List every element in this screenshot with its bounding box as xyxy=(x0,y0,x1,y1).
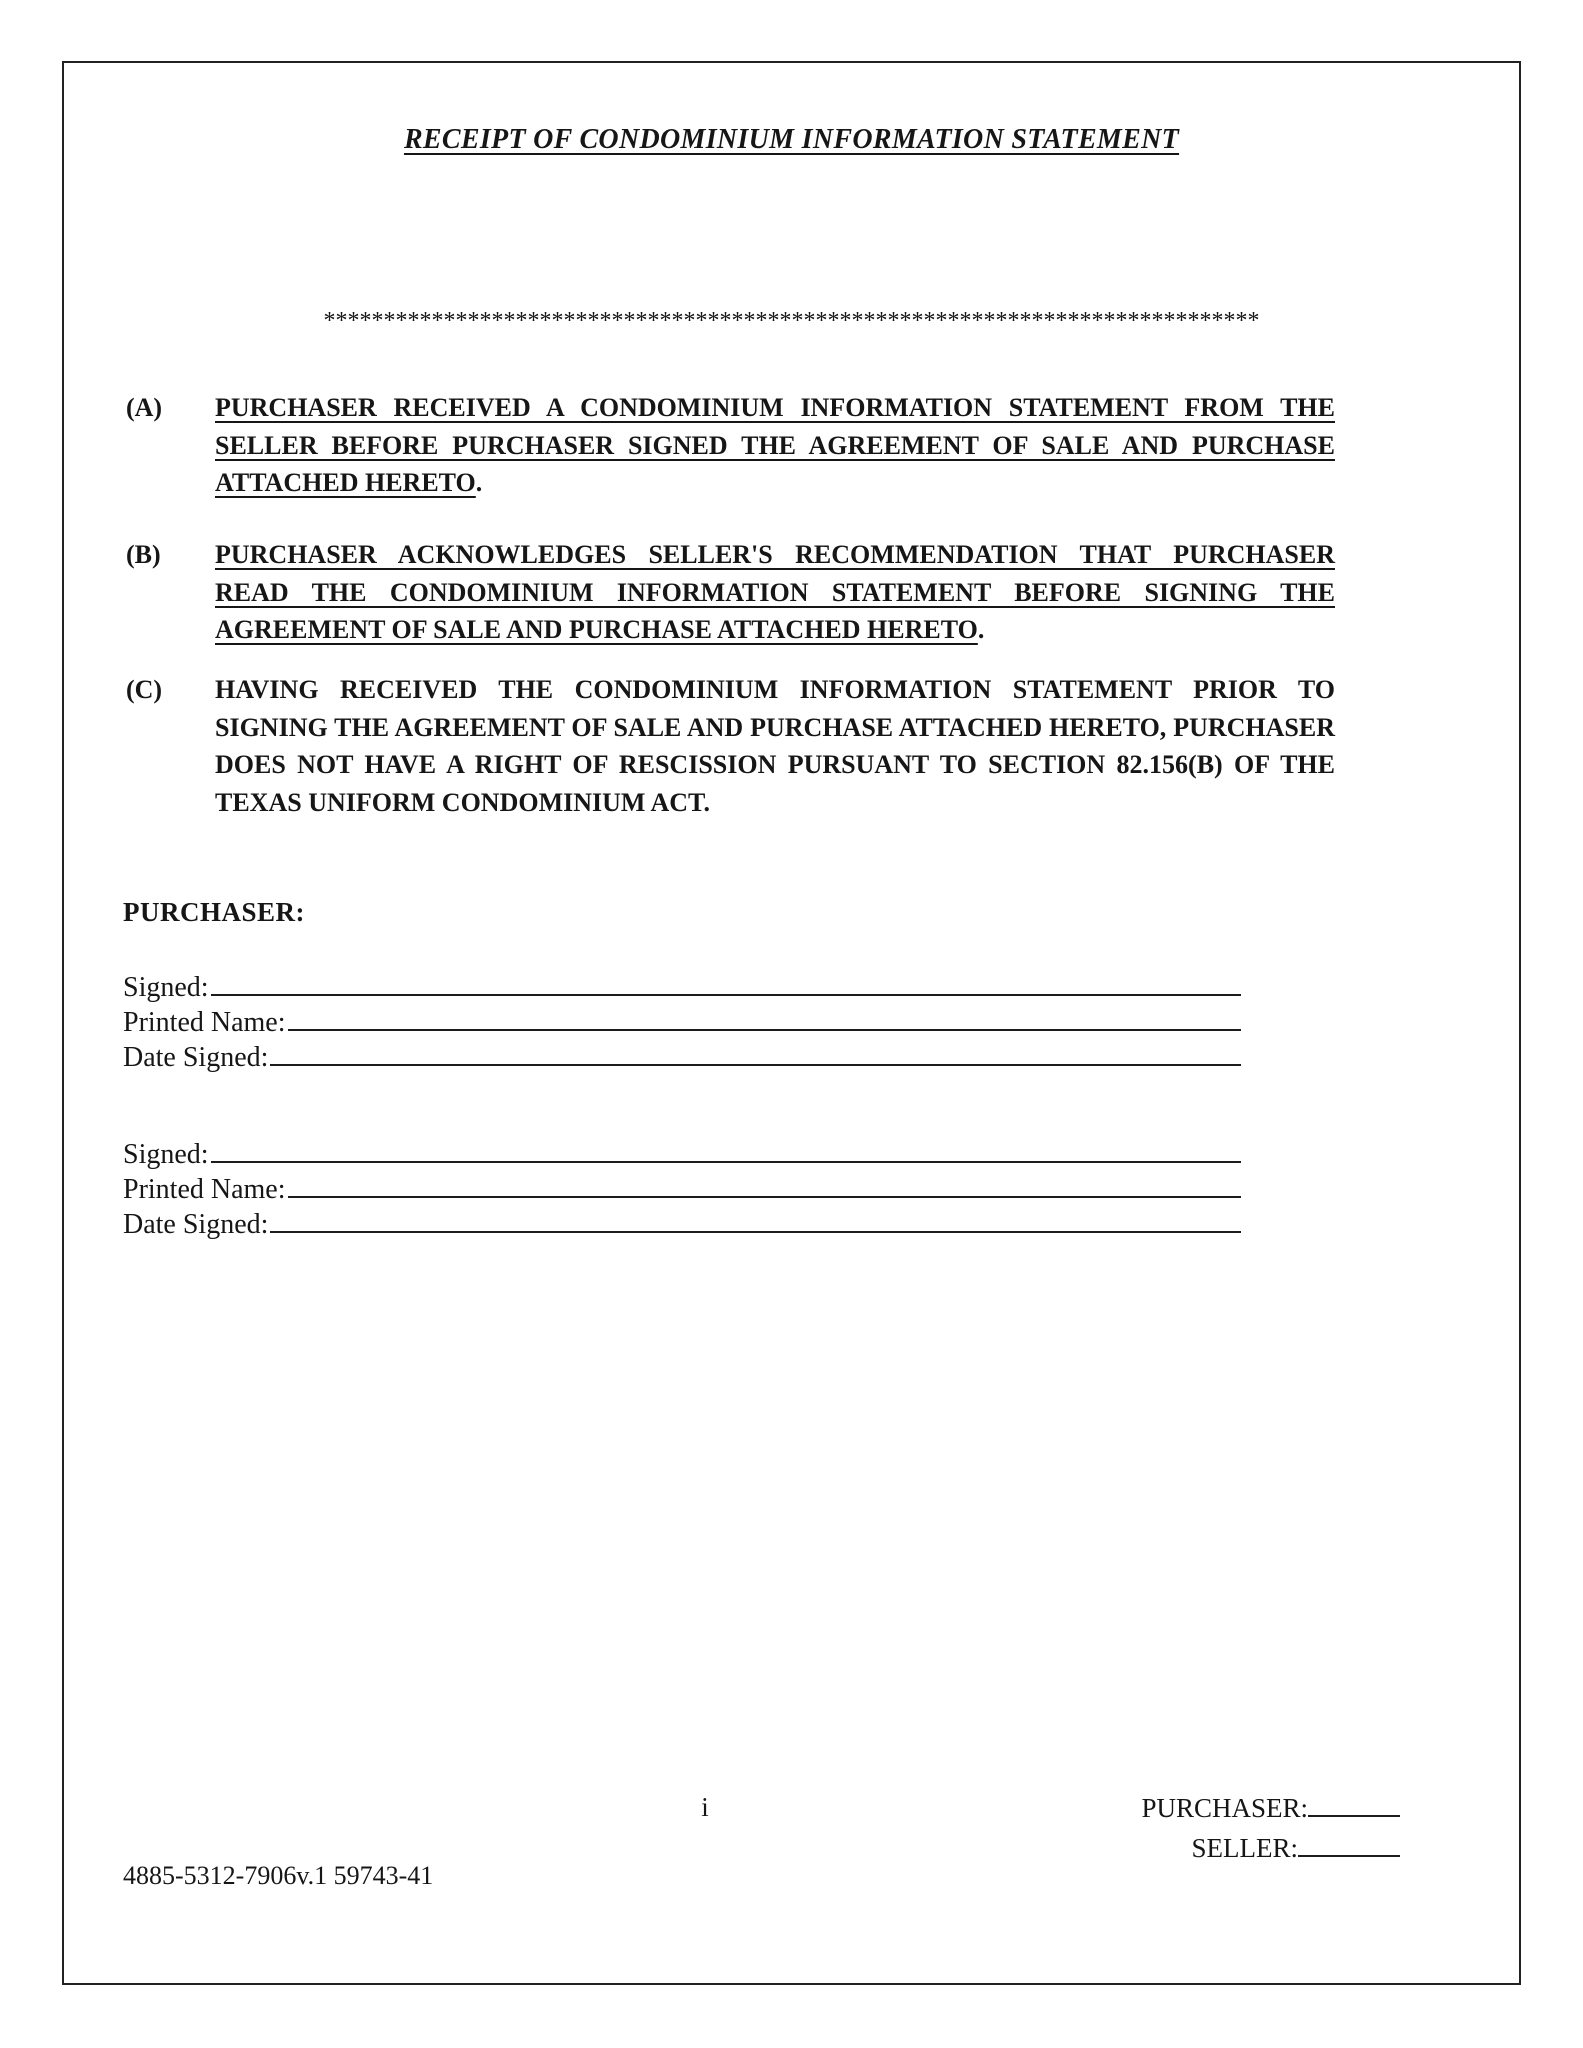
clause-b xyxy=(126,536,1335,649)
page-number: i xyxy=(701,1792,709,1822)
date-signed-row xyxy=(123,1203,1241,1238)
printed-name-line[interactable] xyxy=(288,1168,1241,1198)
clause-c-label: (C) xyxy=(126,675,163,704)
printed-name-label: Printed Name: xyxy=(123,1007,286,1038)
date-signed-label: Date Signed: xyxy=(123,1209,269,1240)
footer-seller-label: SELLER: xyxy=(1191,1833,1298,1863)
footer-initials xyxy=(1141,1789,1400,1869)
page-title-text: RECEIPT OF CONDOMINIUM INFORMATION STATEMENT xyxy=(403,124,1180,155)
signature-line[interactable] xyxy=(211,966,1241,996)
asterisk-separator: ****************************************************************************** xyxy=(323,308,1260,334)
clause-c xyxy=(126,671,1335,821)
footer-purchaser-label: PURCHASER: xyxy=(1141,1793,1308,1823)
footer-purchaser-row xyxy=(1141,1789,1400,1829)
date-signed-line[interactable] xyxy=(270,1036,1241,1066)
date-signed-line[interactable] xyxy=(270,1203,1241,1233)
signed-label: Signed: xyxy=(123,972,209,1003)
signed-row xyxy=(123,1133,1241,1168)
signature-block-2 xyxy=(123,1133,1241,1238)
clause-b-label: (B) xyxy=(126,540,161,569)
clause-a-text: PURCHASER RECEIVED A CONDOMINIUM INFORMATION STATEMENT FROM THE SELLER BEFORE PURCHASER SIGNED THE AGREEMENT OF SALE AND PURCHASE ATTACHED HERETO. xyxy=(215,393,1335,497)
signed-row xyxy=(123,966,1241,1001)
printed-name-row xyxy=(123,1001,1241,1036)
printed-name-row xyxy=(123,1168,1241,1203)
page-title xyxy=(0,124,1583,156)
date-signed-row xyxy=(123,1036,1241,1071)
signed-label: Signed: xyxy=(123,1139,209,1170)
signature-line[interactable] xyxy=(211,1133,1241,1163)
clause-c-text: HAVING RECEIVED THE CONDOMINIUM INFORMATION STATEMENT PRIOR TO SIGNING THE AGREEMENT OF SALE AND PURCHASE ATTACHED HERETO, PURCHASER DOES NOT HAVE A RIGHT OF RESCISSION PURSUANT TO SECTION 82.156(B) OF THE TEXAS UNIFORM CONDOMINIUM ACT. xyxy=(215,675,1335,817)
purchaser-heading: PURCHASER: xyxy=(123,897,306,927)
footer-seller-blank[interactable] xyxy=(1298,1829,1400,1857)
footer-seller-row xyxy=(1141,1829,1400,1869)
printed-name-line[interactable] xyxy=(288,1001,1241,1031)
document-control-number: 4885-5312-7906v.1 59743-41 xyxy=(123,1861,434,1890)
footer-purchaser-blank[interactable] xyxy=(1308,1789,1400,1817)
printed-name-label: Printed Name: xyxy=(123,1174,286,1205)
date-signed-label: Date Signed: xyxy=(123,1042,269,1073)
clause-b-text: PURCHASER ACKNOWLEDGES SELLER'S RECOMMENDATION THAT PURCHASER READ THE CONDOMINIUM INFORMATION STATEMENT BEFORE SIGNING THE AGREEMENT OF SALE AND PURCHASE ATTACHED HERETO. xyxy=(215,540,1335,644)
signature-block-1 xyxy=(123,966,1241,1071)
clause-a xyxy=(126,389,1335,502)
clause-a-label: (A) xyxy=(126,393,163,422)
